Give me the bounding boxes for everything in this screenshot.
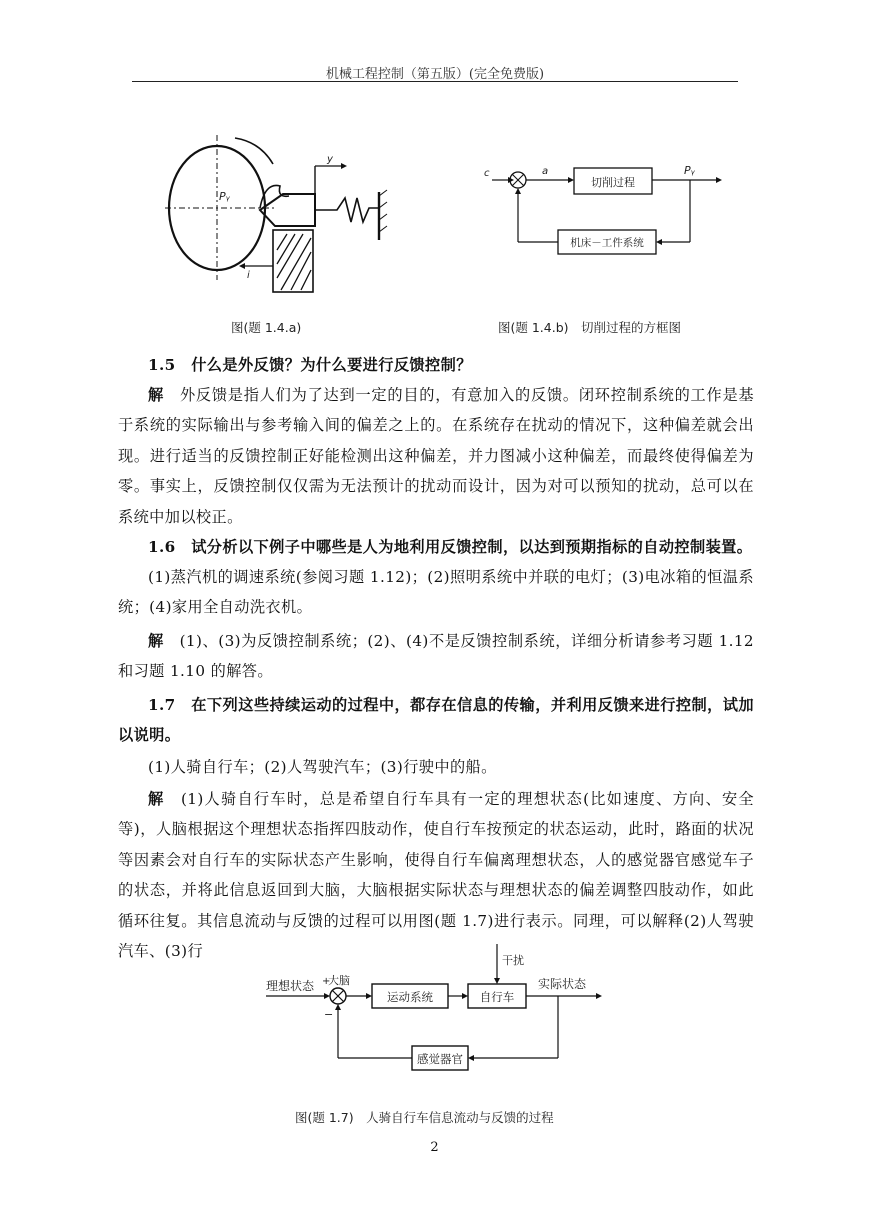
caption-fig-1-7: 图(题 1.7) 人骑自行车信息流动与反馈的过程 <box>295 1110 554 1125</box>
fig17-brain: 大脑 <box>328 974 350 987</box>
fig17-output: 实际状态 <box>538 977 587 991</box>
fig17-plus: + <box>322 976 331 987</box>
label-y: y <box>327 154 333 165</box>
running-header: 机械工程控制（第五版）(完全免费版) <box>325 67 545 82</box>
fig17-input: 理想状态 <box>266 979 315 993</box>
block-machine-label: 机床－工件系统 <box>570 237 644 249</box>
fig17-bike-label: 自行车 <box>479 990 515 1004</box>
caption-fig-1-4-b: 图(题 1.4.b) 切削过程的方框图 <box>498 320 682 335</box>
fig17-motion-label: 运动系统 <box>387 990 433 1004</box>
label-a: a <box>542 166 549 177</box>
header-rule <box>132 81 738 82</box>
figure-1-7 <box>262 938 622 1078</box>
cutting-tool <box>260 194 315 226</box>
fig17-disturbance: 干扰 <box>502 954 524 967</box>
figure-1-4-b <box>478 150 728 260</box>
fig17-minus: − <box>324 1008 334 1021</box>
page-number: 2 <box>430 1140 439 1155</box>
fig17-sensor-label: 感觉器官 <box>417 1052 463 1066</box>
q16-question: 1.6 试分析以下例子中哪些是人为地利用反馈控制，以达到预期指标的自动控制装置。 <box>148 538 753 556</box>
caption-fig-1-4-a: 图(题 1.4.a) <box>231 320 302 335</box>
q15-question: 1.5 什么是外反馈？为什么要进行反馈控制？ <box>148 356 472 374</box>
figure-1-4-a <box>165 130 405 300</box>
q17-question: 1.7 在下列这些持续运动的过程中，都存在信息的传输，并利用反馈来进行控制，试加以说明。 <box>118 696 754 745</box>
label-py: Pᵧ <box>219 190 230 203</box>
label-i: i <box>247 270 250 281</box>
q16-answer: 解 (1)、(3)为反馈控制系统；(2)、(4)不是反馈控制系统，详细分析请参考习题 1.12 和习题 1.10 的解答。 <box>118 632 754 681</box>
rotation-arc <box>235 138 273 164</box>
block-cutting-label: 切削过程 <box>591 176 635 189</box>
q16-options: (1)蒸汽机的调速系统(参阅习题 1.12)；(2)照明系统中并联的电灯；(3)电冰箱的恒温系统；(4)家用全自动洗衣机。 <box>118 568 754 617</box>
q17-answer: 解 (1)人骑自行车时，总是希望自行车具有一定的理想状态(比如速度、方向、安全等)，人脑根据这个理想状态指挥四肢动作，使自行车按预定的状态运动，此时，路面的状况等因素会对自行车的实际状态产生影响，使得自行车偏离理想状态，人的感觉器官感觉车子的状态，并将此信息返回到大脑，大脑根据实际状态与理想状态的偏差调整四肢动作，如此循环往复。其信息流动与反馈的过程可以用图(题 1.7)进行表示。同理，可以解释(2)人驾驶汽车、(3)行 <box>118 790 754 961</box>
tool-holder <box>315 198 379 222</box>
label-py-out: Pᵧ <box>684 164 695 177</box>
q17-options: (1)人骑自行车；(2)人驾驶汽车；(3)行驶中的船。 <box>148 758 497 776</box>
label-c: c <box>484 168 490 179</box>
q15-answer: 解 外反馈是指人们为了达到一定的目的，有意加入的反馈。闭环控制系统的工作是基于系统的实际输出与参考输入间的偏差之上的。在系统存在扰动的情况下，这种偏差就会出现。进行适当的反馈控制正好能检测出这种偏差，并力图减小这种偏差，而最终使得偏差为零。事实上，反馈控制仅仅需为无法预计的扰动而设计，因为对可以预知的扰动，总可以在系统中加以校正。 <box>118 386 755 526</box>
